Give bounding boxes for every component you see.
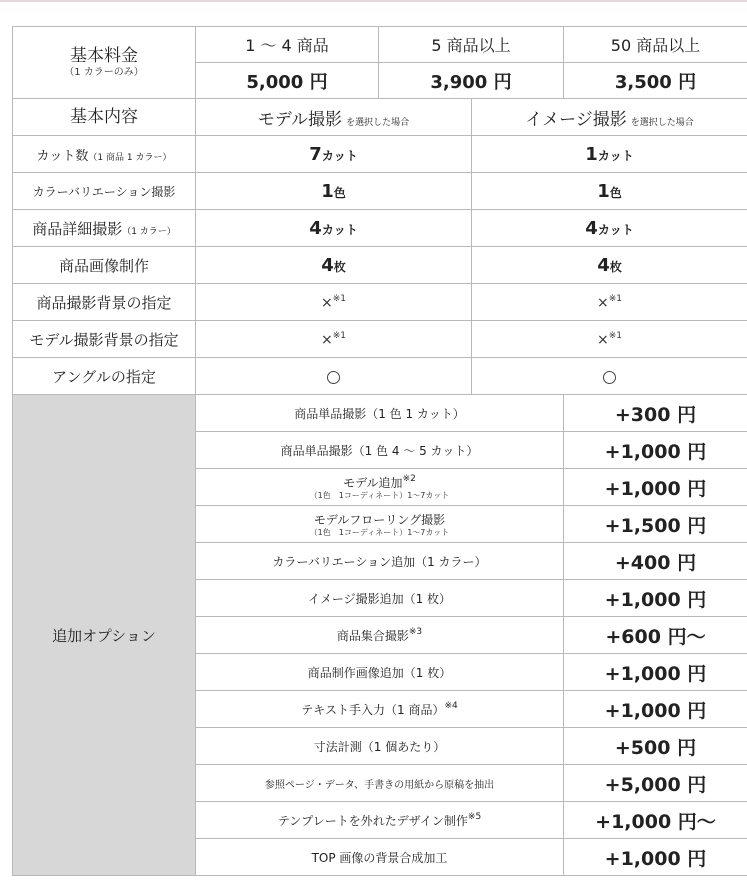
model-shoot-title: モデル撮影 bbox=[257, 109, 343, 130]
row-label-text: 商品詳細撮影 bbox=[32, 219, 123, 238]
option-name: 商品集合撮影 bbox=[336, 628, 409, 643]
row-label-detail bbox=[13, 210, 196, 247]
pricing-table bbox=[12, 26, 747, 876]
option-price: +300 円 bbox=[564, 395, 747, 432]
option-price: +1,000 円 bbox=[564, 432, 747, 469]
option-price: +600 円〜 bbox=[564, 617, 747, 654]
option-name: モデルフローリング撮影 bbox=[313, 512, 446, 527]
option-price: +1,000 円 bbox=[564, 469, 747, 506]
value-unit: 色 bbox=[609, 185, 622, 200]
option-price: +1,000 円 bbox=[564, 691, 747, 728]
value-number: 1 bbox=[585, 143, 598, 165]
value-number: 7 bbox=[309, 143, 322, 165]
option-price: +1,000 円 bbox=[564, 654, 747, 691]
image-shoot-header bbox=[472, 99, 747, 136]
tier-label-1: 1 〜 4 商品 bbox=[196, 27, 379, 63]
top-divider bbox=[0, 0, 747, 2]
footnote-mark: ※4 bbox=[444, 700, 458, 711]
model-model-bg-cell bbox=[196, 321, 472, 358]
option-name: 参照ページ・データ、手書きの用紙から原稿を抽出 bbox=[196, 765, 564, 802]
table-row bbox=[13, 358, 747, 395]
value-unit: 枚 bbox=[609, 259, 622, 274]
base-price-subtitle: （1 カラーのみ） bbox=[64, 66, 144, 78]
value-number: 4 bbox=[321, 254, 334, 276]
option-name: 商品単品撮影（1 色 4 〜 5 カット） bbox=[196, 432, 564, 469]
image-shoot-note: を選択した場合 bbox=[630, 117, 694, 128]
table-row bbox=[13, 284, 747, 321]
content-header-row bbox=[13, 99, 747, 136]
footnote-mark: ※1 bbox=[608, 330, 622, 341]
image-cuts-cell bbox=[472, 136, 747, 173]
value-unit: 枚 bbox=[333, 259, 346, 274]
value-number: 4 bbox=[309, 217, 322, 239]
cross-mark-icon: × bbox=[320, 294, 333, 311]
tier-label-3: 50 商品以上 bbox=[564, 27, 747, 63]
image-model-bg-cell bbox=[472, 321, 747, 358]
option-name: 寸法計測（1 個あたり） bbox=[196, 728, 564, 765]
option-price: +1,000 円 bbox=[564, 580, 747, 617]
options-label-cell: 追加オプション bbox=[13, 395, 196, 876]
option-name-cell bbox=[196, 506, 564, 543]
image-shoot-title: イメージ撮影 bbox=[525, 109, 627, 130]
tier-price-2: 3,900 円 bbox=[379, 63, 564, 99]
option-price: +500 円 bbox=[564, 728, 747, 765]
circle-mark-icon bbox=[603, 371, 616, 384]
model-angle-cell bbox=[196, 358, 472, 395]
model-production-cell bbox=[196, 247, 472, 284]
value-number: 4 bbox=[597, 254, 610, 276]
value-number: 4 bbox=[585, 217, 598, 239]
cross-mark-icon: × bbox=[596, 331, 609, 348]
base-price-label-cell bbox=[13, 27, 196, 99]
option-name: テンプレートを外れたデザイン制作 bbox=[277, 813, 468, 828]
image-product-bg-cell bbox=[472, 284, 747, 321]
option-name-cell bbox=[196, 469, 564, 506]
option-price: +5,000 円 bbox=[564, 765, 747, 802]
option-row bbox=[13, 395, 747, 432]
option-price: +400 円 bbox=[564, 543, 747, 580]
value-unit: カット bbox=[321, 222, 358, 237]
model-shoot-note: を選択した場合 bbox=[346, 117, 410, 128]
model-detail-cell bbox=[196, 210, 472, 247]
option-price: +1,500 円 bbox=[564, 506, 747, 543]
base-price-header-row bbox=[13, 27, 747, 63]
option-sub: （1色 1コーディネート）1〜7カット bbox=[309, 527, 450, 537]
option-name-cell bbox=[196, 802, 564, 839]
row-label-color-variation: カラーバリエーション撮影 bbox=[13, 173, 196, 210]
value-unit: カット bbox=[597, 148, 634, 163]
image-production-cell bbox=[472, 247, 747, 284]
value-unit: カット bbox=[597, 222, 634, 237]
row-label-text: カット数 bbox=[36, 148, 89, 164]
tier-price-3: 3,500 円 bbox=[564, 63, 747, 99]
option-name-cell bbox=[196, 617, 564, 654]
option-name: TOP 画像の背景合成加工 bbox=[196, 839, 564, 876]
footnote-mark: ※1 bbox=[332, 293, 346, 304]
model-cuts-cell bbox=[196, 136, 472, 173]
table-row bbox=[13, 247, 747, 284]
option-name: 商品制作画像追加（1 枚） bbox=[196, 654, 564, 691]
cross-mark-icon: × bbox=[596, 294, 609, 311]
base-price-title: 基本料金 bbox=[70, 45, 138, 66]
footnote-mark: ※1 bbox=[332, 330, 346, 341]
value-number: 1 bbox=[321, 180, 334, 202]
value-number: 1 bbox=[597, 180, 610, 202]
value-unit: 色 bbox=[333, 185, 346, 200]
model-shoot-header bbox=[196, 99, 472, 136]
table-row bbox=[13, 136, 747, 173]
option-price: +1,000 円 bbox=[564, 839, 747, 876]
footnote-mark: ※1 bbox=[608, 293, 622, 304]
row-label-model-background: モデル撮影背景の指定 bbox=[13, 321, 196, 358]
option-name: テキスト手入力（1 商品） bbox=[301, 702, 445, 717]
image-angle-cell bbox=[472, 358, 747, 395]
row-label-angle: アングルの指定 bbox=[13, 358, 196, 395]
footnote-mark: ※5 bbox=[467, 811, 482, 822]
option-name: イメージ撮影追加（1 枚） bbox=[196, 580, 564, 617]
footnote-mark: ※2 bbox=[402, 473, 416, 484]
tier-label-2: 5 商品以上 bbox=[379, 27, 564, 63]
option-name-cell bbox=[196, 691, 564, 728]
option-price: +1,000 円〜 bbox=[564, 802, 747, 839]
row-label-product-background: 商品撮影背景の指定 bbox=[13, 284, 196, 321]
cross-mark-icon: × bbox=[320, 331, 333, 348]
row-label-cuts bbox=[13, 136, 196, 173]
image-color-cell bbox=[472, 173, 747, 210]
option-name: カラーバリエーション追加（1 カラー） bbox=[196, 543, 564, 580]
tier-price-1: 5,000 円 bbox=[196, 63, 379, 99]
model-product-bg-cell bbox=[196, 284, 472, 321]
circle-mark-icon bbox=[327, 371, 340, 384]
model-color-cell bbox=[196, 173, 472, 210]
footnote-mark: ※3 bbox=[408, 626, 423, 637]
content-label: 基本内容 bbox=[13, 99, 196, 136]
row-label-note: （1 カラー） bbox=[122, 226, 176, 237]
table-row bbox=[13, 321, 747, 358]
value-unit: カット bbox=[321, 148, 358, 163]
row-label-image-production: 商品画像制作 bbox=[13, 247, 196, 284]
option-sub: （1色 1コーディネート）1〜7カット bbox=[309, 490, 450, 500]
option-name: 商品単品撮影（1 色 1 カット） bbox=[196, 395, 564, 432]
row-label-note: （1 商品 1 カラー） bbox=[88, 152, 172, 163]
table-row bbox=[13, 173, 747, 210]
option-name: モデル追加 bbox=[343, 475, 403, 490]
table-row bbox=[13, 210, 747, 247]
image-detail-cell bbox=[472, 210, 747, 247]
